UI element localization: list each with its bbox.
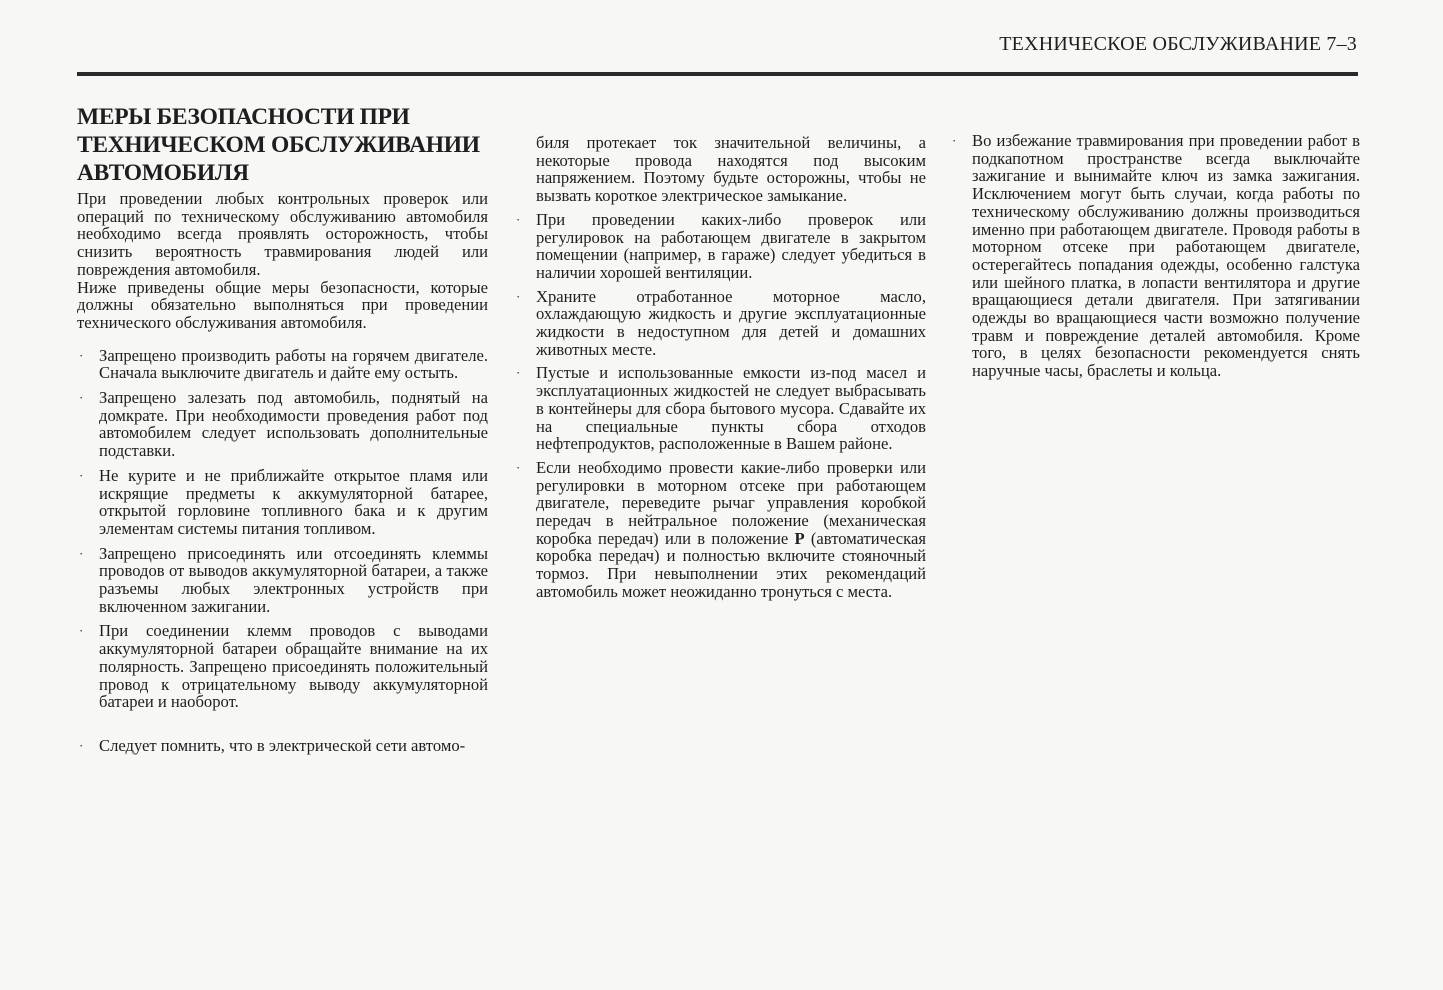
continuation-paragraph: биля протекает ток значительной величины, а некоторые провода находятся под высоким напряжением. Поэтому будьте осторожны, чтобы не вызвать короткое электрическое замыкание. bbox=[536, 133, 926, 206]
list-item: · Не курите и не приближайте открытое пламя или искрящие предметы к аккумуляторной батарее, открытой горловине топливного бака и к другим элементам системы питания топливом. bbox=[79, 465, 488, 538]
bullet-list bbox=[77, 347, 488, 755]
list-item: · Запрещено залезать под автомобиль, поднятый на домкрате. При необходимости проведения работ под автомобилем следует использовать дополнительные подставки. bbox=[79, 388, 488, 461]
list-item: · Храните отработанное моторное масло, охлаждающую жидкость и другие эксплуатационные жидкости в недоступном для детей и домашних животных месте. bbox=[516, 286, 926, 359]
intro-paragraph: Ниже приведены общие меры безопасности, которые должны обязательно выполняться при проведении технического обслуживания автомобиля. bbox=[77, 277, 488, 332]
list-item: · Если необходимо провести какие-либо проверки или регулировки в моторном отсеке при работающем двигателе, переведите рычаг управления коробкой передач в нейтральное положение (механическая коробка передач) или в положение P (автоматическая коробка передач) и полностью включите стояночный тормоз. При невыполнении этих рекомендаций автомобиль может неожиданно тронуться с места. bbox=[516, 457, 926, 601]
list-item: · Следует помнить, что в электрической сети автомо- bbox=[79, 735, 466, 755]
bullet-dot: · bbox=[952, 133, 957, 148]
bullet-dot: · bbox=[79, 737, 84, 753]
bullet-dot: · bbox=[79, 390, 84, 406]
list-item: · При соединении клемм проводов с выводами аккумуляторной батареи обращайте внимание на их полярность. Запрещено присоединять положительный провод к отрицательному выводу аккумуляторной батареи и наоборот. bbox=[79, 621, 488, 712]
intro-paragraph: При проведении любых контрольных проверок или операций по техническому обслуживанию автомобиля необходимо всегда проявлять осторожность, чтобы снизить вероятность травмирования людей или повреждения автомобиля. bbox=[77, 189, 488, 279]
bullet-dot: · bbox=[516, 459, 521, 475]
section-title-line: ТЕХНИЧЕСКОМ ОБСЛУЖИВАНИИ bbox=[77, 132, 480, 158]
section-title-line: АВТОМОБИЛЯ bbox=[77, 160, 249, 186]
bullet-dot: · bbox=[516, 288, 521, 304]
bullet-dot: · bbox=[79, 467, 84, 483]
column-1 bbox=[77, 103, 488, 762]
list-item: · При проведении каких-либо проверок или регулировок на работающем двигателе в закрытом помещении (например, в гараже) следует убедиться в наличии хорошей вентиляции. bbox=[516, 209, 926, 282]
list-item: · Пустые и использованные емкости из-под масел и эксплуатационных жидкостей не следует выбрасывать в контейнеры для сбора бытового мусора. Сдавайте их на специальные пункты сбора отходов нефтепродуктов, расположенные в Вашем районе. bbox=[516, 363, 926, 454]
bullet-list bbox=[950, 132, 1360, 380]
section-title bbox=[77, 103, 488, 187]
list-item: · Во избежание травмирования при проведении работ в подкапотном пространстве всегда выключайте зажигание и вынимайте ключ из замка зажигания. Исключением могут быть случаи, когда работы по техническому обслуживанию должны производиться именно при работающем двигателе. Проводя работы в моторном отсеке при работающем двигателе, остерегайтесь попадания одежды, особенно галстука или шейного платка, в лопасти вентилятора и другие вращающиеся детали двигателя. При затягивании одежды во вращающиеся части возможно получение травм и повреждение деталей автомобиля. Кроме того, в целях безопасности рекомендуется снять наручные часы, браслеты и кольца. bbox=[952, 131, 1360, 381]
bullet-dot: · bbox=[516, 365, 521, 381]
column-2 bbox=[514, 134, 926, 607]
section-title-line: МЕРЫ БЕЗОПАСНОСТИ ПРИ bbox=[77, 104, 410, 130]
list-item: · Запрещено присоединять или отсоединять клеммы проводов от выводов аккумуляторной батареи, а также разъемы любых электронных устройств при включенном зажигании. bbox=[79, 543, 488, 616]
bullet-dot: · bbox=[516, 211, 521, 227]
list-item: · Запрещено производить работы на горячем двигателе. Сначала выключите двигатель и дайте ему остыть. bbox=[79, 345, 488, 383]
bullet-dot: · bbox=[79, 347, 84, 363]
header-rule bbox=[77, 72, 1358, 76]
gear-position-label: P bbox=[794, 528, 805, 548]
running-header: ТЕХНИЧЕСКОЕ ОБСЛУЖИВАНИЕ 7–3 bbox=[999, 33, 1357, 55]
bullet-list bbox=[514, 211, 926, 601]
bullet-dot: · bbox=[79, 545, 84, 561]
column-3 bbox=[950, 132, 1360, 386]
bullet-dot: · bbox=[79, 623, 84, 639]
